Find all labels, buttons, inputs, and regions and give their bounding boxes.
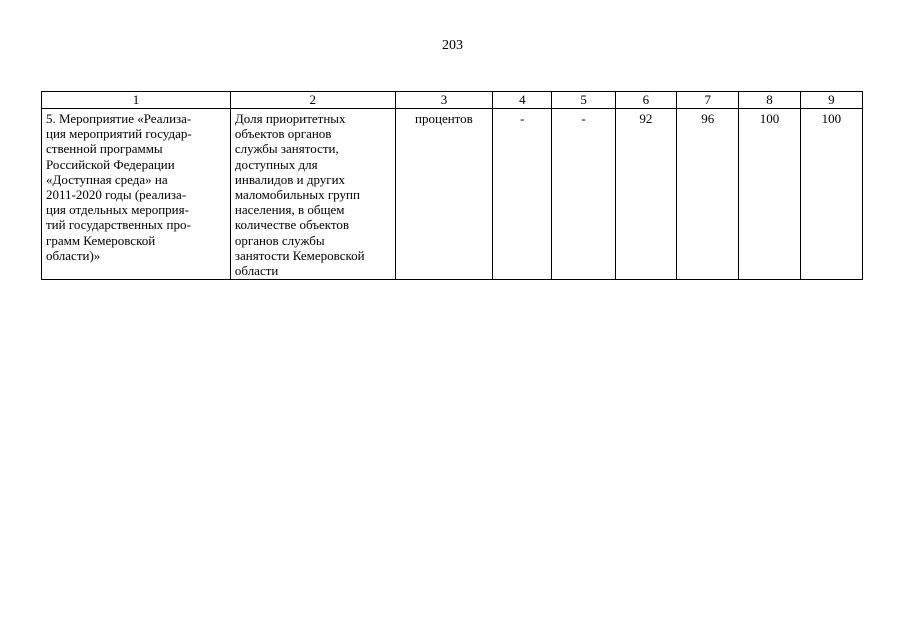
indicator-name-line: населения, в общем <box>234 202 345 218</box>
indicator-name-line: маломобильных групп <box>234 187 360 203</box>
value-cell-9: 100 <box>800 109 862 280</box>
measure-name-line: 2011-2020 годы (реализа- <box>46 187 187 203</box>
measure-name-cell <box>42 109 231 280</box>
value-cell-8: 100 <box>739 109 800 280</box>
indicator-name-line: занятости Кемеровской <box>234 247 365 263</box>
measure-name-line: 5. Мероприятие «Реализа- <box>46 111 192 126</box>
measure-name-line: грамм Кемеровской <box>46 232 156 248</box>
data-table <box>41 91 863 280</box>
header-cell-9: 9 <box>800 92 862 109</box>
measure-name-line: тий государственных про- <box>46 217 191 233</box>
value-cell-4: - <box>493 109 552 280</box>
measure-name-line: «Доступная среда» на <box>46 171 168 187</box>
measure-name-line: Российской Федерации <box>46 156 175 172</box>
table-row <box>42 109 863 280</box>
header-cell-5: 5 <box>552 92 615 109</box>
unit-cell: процентов <box>395 109 492 280</box>
header-cell-6: 6 <box>615 92 676 109</box>
header-cell-8: 8 <box>739 92 800 109</box>
indicator-name-line: инвалидов и других <box>234 171 346 187</box>
indicator-name-line: доступных для <box>234 156 318 172</box>
value-cell-5: - <box>552 109 615 280</box>
indicator-name-line: органов службы <box>234 232 325 248</box>
header-cell-2: 2 <box>230 92 395 109</box>
page-number: 203 <box>442 38 463 53</box>
header-cell-3: 3 <box>395 92 492 109</box>
indicator-name-line: службы занятости, <box>234 141 339 157</box>
measure-name-line: ция отдельных мероприя- <box>46 202 189 218</box>
indicator-name-cell <box>230 109 395 280</box>
indicator-name-line: Доля приоритетных <box>234 111 346 126</box>
measure-name-line: области)» <box>46 247 101 263</box>
indicator-name-line: объектов органов <box>234 126 332 142</box>
measure-name-line: ция мероприятий государ- <box>46 126 192 142</box>
header-cell-1: 1 <box>42 92 231 109</box>
header-cell-4: 4 <box>493 92 552 109</box>
indicator-name-line: области <box>234 263 279 279</box>
value-cell-7: 96 <box>677 109 739 280</box>
value-cell-6: 92 <box>615 109 676 280</box>
measure-name-line: ственной программы <box>46 141 163 157</box>
indicator-name-line: количестве объектов <box>234 217 350 233</box>
table-header-row <box>42 92 863 109</box>
header-cell-7: 7 <box>677 92 739 109</box>
